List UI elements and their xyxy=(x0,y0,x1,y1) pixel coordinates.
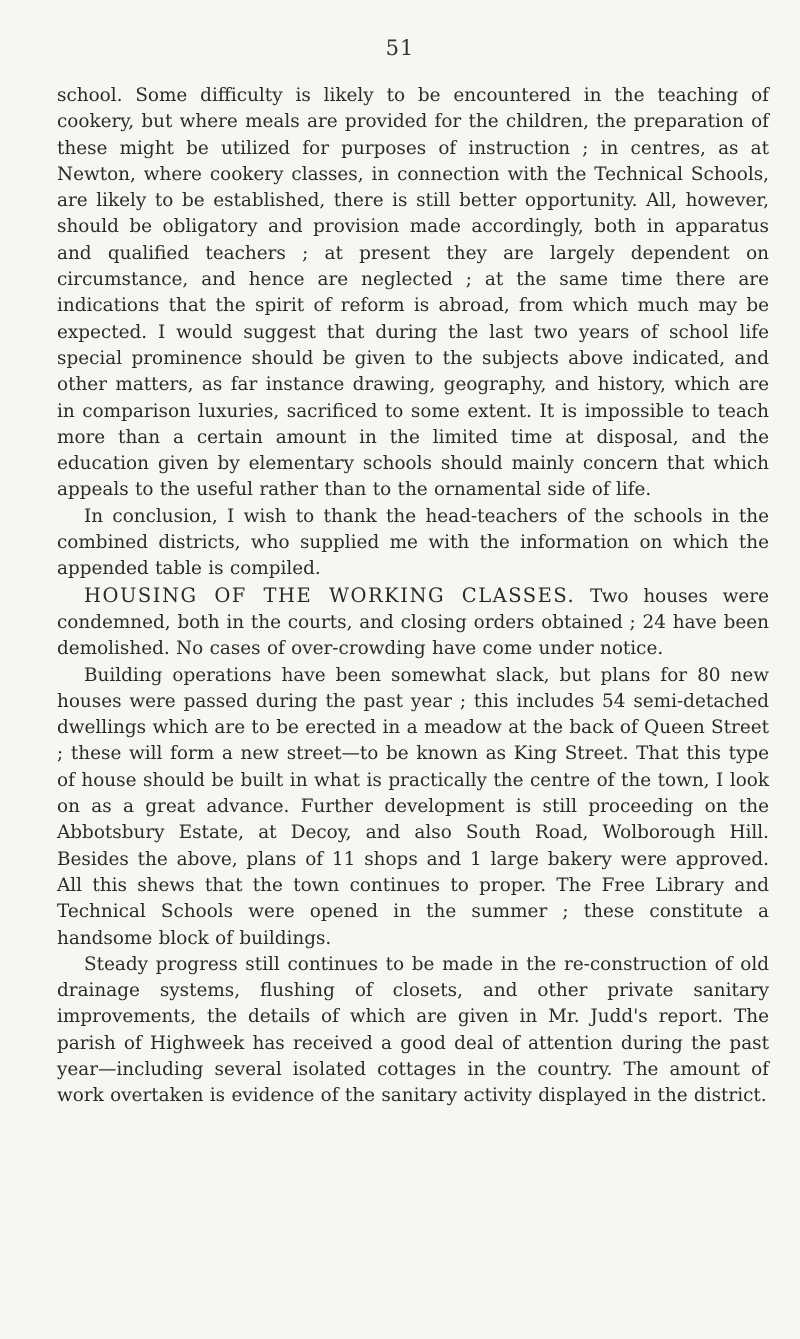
paragraph-housing xyxy=(57,583,769,663)
paragraph-conclusion: In conclusion, I wish to thank the head-teachers of the schools in the combined districts, who supplied me with the information on which the appended table is compiled. xyxy=(57,505,769,580)
section-heading-housing: HOUSING OF THE WORKING CLASSES. xyxy=(84,583,576,607)
paragraph-building-operations: Building operations have been somewhat slack, but plans for 80 new houses were passed during the past year ; this includes 54 semi-detached dwellings which are to be erected in a meadow at the back of Queen Street ; these will form a new street—to be known as King Street. That this type of house should be built in what is practically the centre of the town, I look on as a great advance. Further development is still proceeding on the Abbotsbury Estate, at Decoy, and also South Road, Wolborough Hill. Besides the above, plans of 11 shops and 1 large bakery were approved. All this shews that the town continues to proper. The Free Library and Technical Schools were opened in the summer ; these constitute a handsome block of buildings. xyxy=(57,664,769,949)
paragraph-housing-text: Two houses were condemned, both in the courts, and closing orders obtained ; 24 have been demolished. No cases of over-crowding have come under notice. xyxy=(57,585,769,660)
body-text xyxy=(57,83,769,1110)
page-number: 51 xyxy=(385,36,415,60)
paragraph-drainage-progress: Steady progress still continues to be made in the re-construction of old drainage systems, flushing of closets, and other private sanitary improvements, the details of which are given in Mr. Judd's report. The parish of Highweek has received a good deal of attention during the past year—including several isolated cottages in the country. The amount of work overtaken is evidence of the sanitary activity displayed in the district. xyxy=(57,953,769,1107)
paragraph-school-instruction: school. Some difficulty is likely to be encountered in the teaching of cookery, but where meals are provided for the children, the preparation of these might be utilized for purposes of instruction ; in centres, as at Newton, where cookery classes, in connection with the Technical Schools, are likely to be established, there is still better opportunity. All, however, should be obligatory and provision made accordingly, both in apparatus and qualified teachers ; at present they are largely dependent on circumstance, and hence are neglected ; at the same time there are indications that the spirit of reform is abroad, from which much may be expected. I would suggest that during the last two years of school life special prominence should be given to the subjects above indicated, and other matters, as far instance drawing, geography, and history, which are in comparison luxuries, sacrificed to some extent. It is impossible to teach more than a certain amount in the limited time at disposal, and the education given by elementary schools should mainly concern that which appeals to the useful rather than to the ornamental side of life. xyxy=(57,85,769,501)
